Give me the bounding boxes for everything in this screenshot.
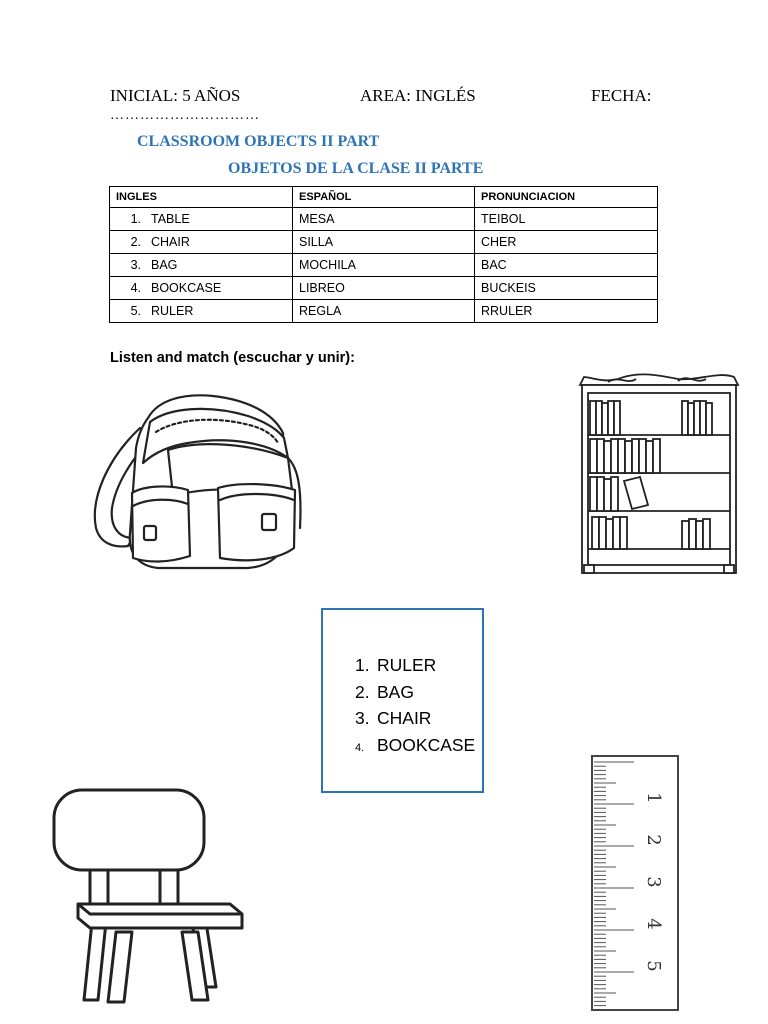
table-row bbox=[110, 231, 658, 254]
header-ingles: INGLES bbox=[110, 187, 293, 208]
ruler-number: 2 bbox=[643, 834, 664, 846]
list-item bbox=[355, 732, 475, 759]
row-number: 3. bbox=[130, 258, 141, 272]
pronunciation: CHER bbox=[475, 231, 658, 254]
area-label: AREA: INGLÉS bbox=[360, 86, 476, 105]
title-spanish: OBJETOS DE LA CLASE II PARTE bbox=[228, 160, 484, 177]
item-number: 1. bbox=[355, 655, 370, 675]
ruler-drawing bbox=[590, 754, 682, 1012]
ruler-number: 5 bbox=[643, 960, 664, 972]
bookcase-drawing bbox=[578, 373, 740, 575]
english-word: RULER bbox=[151, 304, 194, 318]
english-word: TABLE bbox=[151, 212, 190, 226]
chair-drawing bbox=[42, 782, 252, 1007]
pronunciation: TEIBOL bbox=[475, 208, 658, 231]
table-row bbox=[110, 300, 658, 323]
row-number: 5. bbox=[130, 304, 141, 318]
item-word: BAG bbox=[377, 681, 414, 702]
item-number: 2. bbox=[355, 681, 370, 702]
date-dots: ………………………… bbox=[110, 108, 260, 123]
ruler-number: 4 bbox=[643, 918, 664, 930]
item-word: BOOKCASE bbox=[377, 734, 476, 755]
list-item bbox=[355, 705, 475, 732]
instruction-text: Listen and match (escuchar y unir): bbox=[110, 350, 355, 366]
title-english: CLASSROOM OBJECTS II PART bbox=[137, 133, 380, 150]
date-label: FECHA: bbox=[591, 86, 652, 105]
table-header-row bbox=[110, 187, 658, 208]
english-word: BOOKCASE bbox=[151, 281, 222, 295]
pronunciation: RRULER bbox=[475, 300, 658, 323]
table-row bbox=[110, 254, 658, 277]
english-word: BAG bbox=[151, 258, 178, 272]
spanish-word: MESA bbox=[293, 208, 475, 231]
vocabulary-table bbox=[109, 186, 658, 323]
table-row bbox=[110, 208, 658, 231]
item-word: RULER bbox=[377, 655, 437, 675]
row-number: 1. bbox=[130, 212, 141, 226]
ruler-number: 1 bbox=[643, 792, 664, 804]
list-item bbox=[355, 679, 475, 706]
row-number: 4. bbox=[130, 281, 141, 295]
item-number: 3. bbox=[355, 708, 370, 728]
spanish-word: MOCHILA bbox=[293, 254, 475, 277]
spanish-word: LIBREO bbox=[293, 277, 475, 300]
item-number: 4. bbox=[355, 741, 365, 754]
ruler-number: 3 bbox=[643, 876, 664, 888]
pronunciation: BUCKEIS bbox=[475, 277, 658, 300]
spanish-word: REGLA bbox=[293, 300, 475, 323]
header-pronunciacion: PRONUNCIACION bbox=[475, 187, 658, 208]
list-item bbox=[355, 652, 475, 679]
row-number: 2. bbox=[130, 235, 141, 249]
word-list-box bbox=[321, 608, 484, 793]
word-list bbox=[355, 652, 475, 758]
item-word: CHAIR bbox=[377, 708, 432, 728]
level-label: INICIAL: 5 AÑOS bbox=[110, 86, 241, 105]
table-row bbox=[110, 277, 658, 300]
backpack-drawing bbox=[88, 388, 313, 573]
pronunciation: BAC bbox=[475, 254, 658, 277]
header-espanol: ESPAÑOL bbox=[293, 187, 475, 208]
english-word: CHAIR bbox=[151, 235, 190, 249]
spanish-word: SILLA bbox=[293, 231, 475, 254]
